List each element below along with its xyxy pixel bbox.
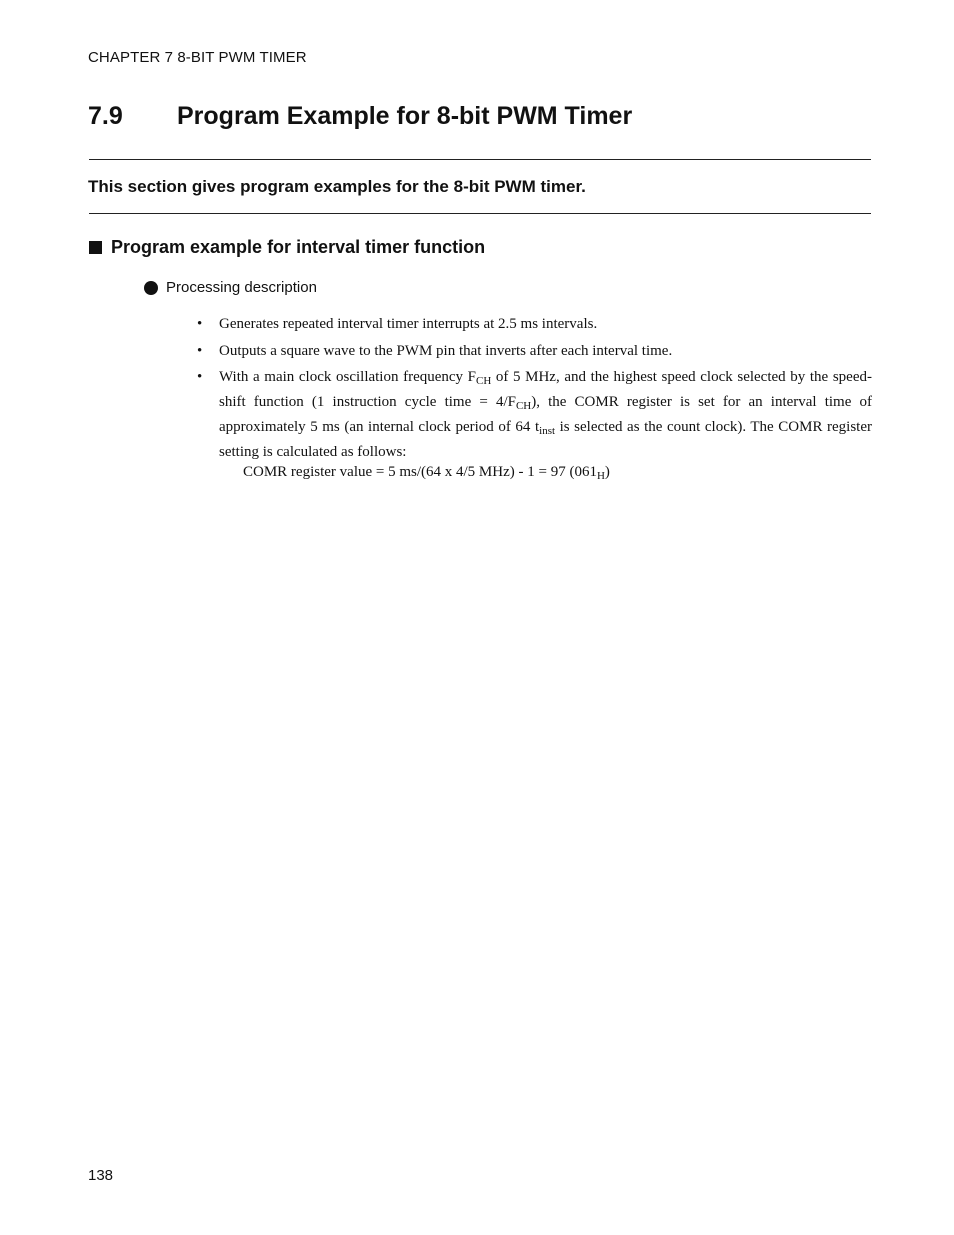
list-item-text: Generates repeated interval timer interrupts at 2.5 ms intervals. xyxy=(219,316,598,332)
subsubsection-heading xyxy=(144,279,317,296)
bullet-marker: • xyxy=(197,369,203,385)
formula-text: COMR register value = 5 ms/(64 x 4/5 MHz) - 1 = 97 (061 xyxy=(243,464,597,480)
list-item-text: Outputs a square wave to the PWM pin that inverts after each interval time. xyxy=(219,342,673,359)
list-item xyxy=(197,339,872,364)
subsubsection-title: Processing description xyxy=(166,279,317,296)
circle-bullet-icon xyxy=(144,281,158,295)
subscript: inst xyxy=(539,425,556,437)
section-lead: This section gives program examples for the 8-bit PWM timer. xyxy=(88,177,586,196)
section-heading xyxy=(88,102,632,131)
subscript: CH xyxy=(515,400,532,412)
text-run: of 5 MHz, and the highest speed clock selected by the speed-shift function (1 instruction cycle time = 4/F xyxy=(219,369,872,410)
formula-close: ) xyxy=(604,464,610,480)
subsection-title: Program example for interval timer function xyxy=(111,237,486,257)
list-item xyxy=(197,312,872,337)
subscript: H xyxy=(596,470,605,482)
text-run: ), the COMR register is set for an interval time of approximately 5 ms (an internal clock period of 64 t xyxy=(219,394,872,435)
text-run: With a main clock oscillation frequency F xyxy=(219,369,477,385)
subscript: CH xyxy=(476,375,492,387)
bullet-marker: • xyxy=(197,342,203,359)
text-run: is selected as the count clock). The COMR register setting is calculated as follows: xyxy=(219,419,872,460)
list-item xyxy=(197,365,872,465)
page-number: 138 xyxy=(88,1167,114,1184)
bullet-marker: • xyxy=(197,316,203,332)
formula xyxy=(243,464,610,481)
bullet-list xyxy=(197,312,872,467)
running-header: CHAPTER 7 8-BIT PWM TIMER xyxy=(88,49,307,66)
list-item-text xyxy=(219,365,872,465)
subsection-heading xyxy=(88,237,485,258)
top-rule xyxy=(89,159,871,160)
square-bullet-icon xyxy=(89,241,102,254)
section-title: Program Example for 8-bit PWM Timer xyxy=(177,102,633,130)
bottom-rule xyxy=(89,213,871,214)
section-number: 7.9 xyxy=(88,102,123,130)
